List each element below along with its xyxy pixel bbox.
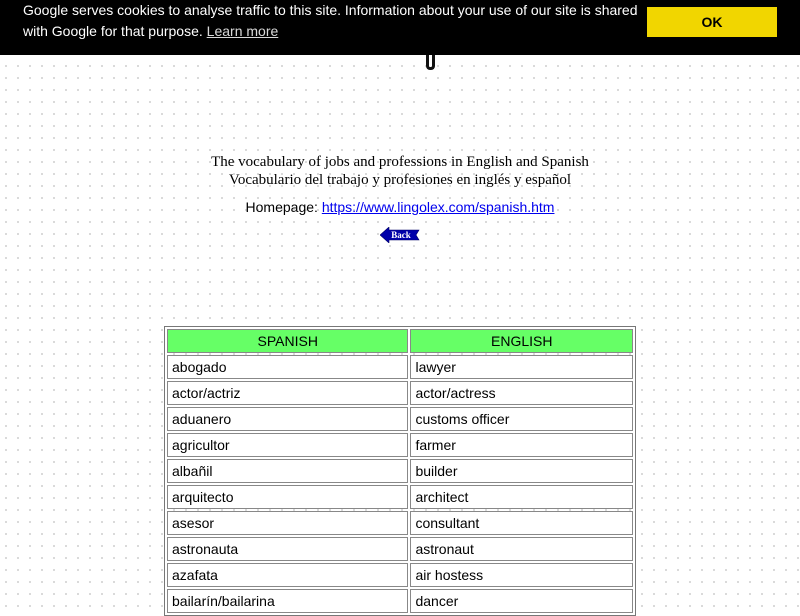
table-row [167, 355, 633, 379]
cookie-ok-button[interactable]: OK [647, 7, 777, 37]
table-row [167, 537, 633, 561]
homepage-line [0, 199, 800, 215]
spanish-cell: azafata [167, 563, 408, 587]
english-cell: customs officer [410, 407, 633, 431]
table-row [167, 381, 633, 405]
english-cell: lawyer [410, 355, 633, 379]
spanish-cell: abogado [167, 355, 408, 379]
english-cell: architect [410, 485, 633, 509]
intro-line-spanish: Vocabulario del trabajo y profesiones en inglés y español [228, 172, 572, 188]
learn-more-link[interactable]: Learn more [206, 23, 279, 39]
spanish-cell: albañil [167, 459, 408, 483]
homepage-link[interactable]: https://www.lingolex.com/spanish.htm [321, 199, 555, 215]
spanish-cell: aduanero [167, 407, 408, 431]
spanish-cell: bailarín/bailarina [167, 589, 408, 613]
spanish-cell: arquitecto [167, 485, 408, 509]
spanish-cell: astronauta [167, 537, 408, 561]
table-header-row [167, 329, 633, 353]
spanish-cell: agricultor [167, 433, 408, 457]
spanish-cell: actor/actriz [167, 381, 408, 405]
english-cell: air hostess [410, 563, 633, 587]
back-arrow-icon [380, 227, 420, 243]
table-row [167, 407, 633, 431]
intro-line-english: The vocabulary of jobs and professions in English and Spanish [211, 154, 589, 170]
header-spanish: SPANISH [167, 329, 408, 353]
intro-text [0, 153, 800, 189]
back-label: Back [391, 230, 411, 241]
english-cell: farmer [410, 433, 633, 457]
homepage-label: Homepage: [245, 199, 318, 215]
table-row [167, 589, 633, 613]
back-button[interactable] [380, 227, 420, 243]
table-row [167, 433, 633, 457]
table-row [167, 459, 633, 483]
vocabulary-table [164, 326, 636, 616]
english-cell: dancer [410, 589, 633, 613]
header-english: ENGLISH [410, 329, 633, 353]
spanish-cell: asesor [167, 511, 408, 535]
english-cell: consultant [410, 511, 633, 535]
table-row [167, 563, 633, 587]
table-row [167, 485, 633, 509]
cookie-banner [0, 0, 800, 55]
cookie-message-container [23, 0, 643, 42]
english-cell: actor/actress [410, 381, 633, 405]
english-cell: astronaut [410, 537, 633, 561]
table-row [167, 511, 633, 535]
english-cell: builder [410, 459, 633, 483]
cookie-message: Google serves cookies to analyse traffic to this site. Information about your use of our site is shared with Google for that purpose. [23, 2, 638, 39]
